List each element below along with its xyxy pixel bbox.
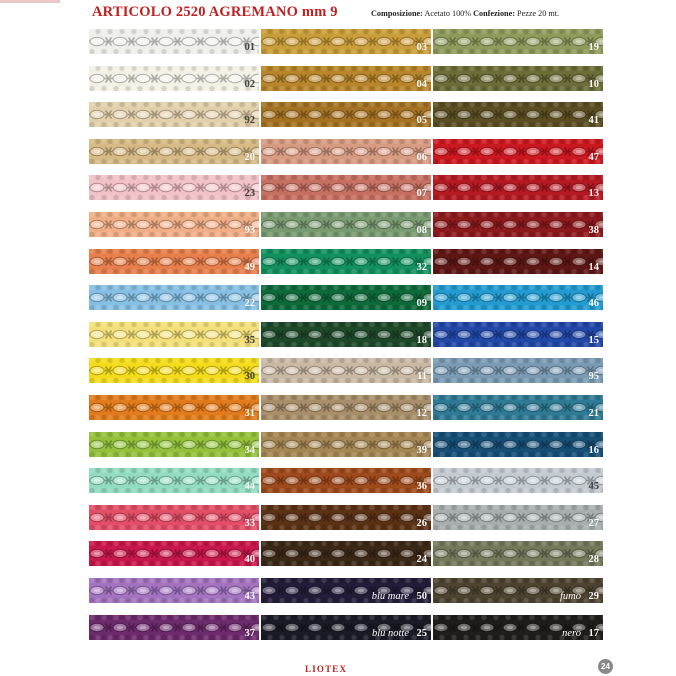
swatch-41 [433, 102, 603, 127]
swatch-code: 93 [244, 225, 255, 236]
braid-pattern [89, 102, 259, 127]
swatch-06 [261, 139, 431, 164]
braid-pattern [261, 322, 431, 347]
swatch-color-name: blu notte [371, 628, 409, 639]
braid-pattern [433, 249, 603, 274]
swatch-code: 21 [588, 408, 599, 419]
swatch-code: 11 [417, 371, 427, 382]
swatch-color-name: nero [562, 628, 581, 639]
swatch-code: 10 [588, 79, 599, 90]
swatch-code: 92 [244, 115, 255, 126]
braid-pattern [89, 249, 259, 274]
braid-pattern [89, 212, 259, 237]
swatch-color-name: fumo [560, 591, 581, 602]
swatch-code: 18 [416, 335, 427, 346]
swatch-code: 09 [416, 298, 427, 309]
swatch-37 [89, 615, 259, 640]
swatch-09 [261, 285, 431, 310]
swatch-code: 50 [416, 591, 427, 602]
braid-pattern [433, 395, 603, 420]
swatch-18 [261, 322, 431, 347]
braid-pattern [433, 322, 603, 347]
swatch-code: 28 [588, 554, 599, 565]
swatch-05 [261, 102, 431, 127]
braid-pattern [89, 468, 259, 493]
swatch-33 [89, 505, 259, 530]
braid-pattern [261, 468, 431, 493]
braid-pattern [89, 285, 259, 310]
braid-pattern [261, 541, 431, 566]
braid-pattern [89, 175, 259, 200]
page-title: ARTICOLO 2520 AGREMANO mm 9 [92, 4, 338, 20]
brand-logo: LIOTEX [305, 664, 348, 674]
swatch-code: 17 [588, 628, 599, 639]
swatch-code: 04 [416, 79, 427, 90]
braid-pattern [89, 322, 259, 347]
braid-pattern [89, 358, 259, 383]
swatch-code: 31 [244, 408, 255, 419]
braid-pattern [261, 29, 431, 54]
swatch-40 [89, 541, 259, 566]
swatch-code: 03 [416, 42, 427, 53]
swatch-03 [261, 29, 431, 54]
swatch-code: 41 [588, 115, 599, 126]
swatch-code: 95 [588, 371, 599, 382]
swatch-21 [433, 395, 603, 420]
swatch-code: 19 [588, 42, 599, 53]
swatch-code: 47 [588, 152, 599, 163]
swatch-45 [433, 468, 603, 493]
swatch-13 [433, 175, 603, 200]
braid-pattern [261, 285, 431, 310]
swatch-47 [433, 139, 603, 164]
swatch-code: 24 [416, 554, 427, 565]
swatch-19 [433, 29, 603, 54]
swatch-46 [433, 285, 603, 310]
swatch-15 [433, 322, 603, 347]
braid-pattern [433, 358, 603, 383]
braid-pattern [261, 66, 431, 91]
swatch-36 [261, 468, 431, 493]
swatch-code: 20 [244, 152, 255, 163]
swatch-code: 37 [244, 628, 255, 639]
swatch-16 [433, 432, 603, 457]
swatch-code: 06 [416, 152, 427, 163]
swatch-code: 32 [416, 262, 427, 273]
swatch-35 [89, 322, 259, 347]
swatch-31 [89, 395, 259, 420]
swatch-code: 14 [588, 262, 599, 273]
swatch-code: 16 [588, 445, 599, 456]
swatch-28 [433, 541, 603, 566]
swatch-code: 27 [588, 518, 599, 529]
braid-pattern [433, 285, 603, 310]
swatch-code: 12 [416, 408, 427, 419]
swatch-92 [89, 102, 259, 127]
swatch-43 [89, 578, 259, 603]
braid-pattern [89, 578, 259, 603]
composition-label: Composizione: [371, 9, 423, 18]
braid-pattern [261, 432, 431, 457]
swatch-code: 44 [244, 481, 255, 492]
swatch-39 [261, 432, 431, 457]
swatch-44 [89, 468, 259, 493]
braid-pattern [89, 541, 259, 566]
swatch-code: 05 [416, 115, 427, 126]
swatch-code: 08 [416, 225, 427, 236]
swatch-code: 02 [244, 79, 255, 90]
swatch-code: 45 [588, 481, 599, 492]
swatch-code: 49 [244, 262, 255, 273]
braid-pattern [89, 29, 259, 54]
braid-pattern [433, 102, 603, 127]
braid-pattern [433, 212, 603, 237]
braid-pattern [261, 212, 431, 237]
composition-value: Acetato 100% [424, 9, 472, 18]
swatch-26 [261, 505, 431, 530]
swatch-08 [261, 212, 431, 237]
swatch-07 [261, 175, 431, 200]
swatch-code: 38 [588, 225, 599, 236]
swatch-17 [433, 615, 603, 640]
swatch-code: 01 [244, 42, 255, 53]
swatch-02 [89, 66, 259, 91]
packaging-value: Pezze 20 mt. [517, 9, 560, 18]
swatch-code: 39 [416, 445, 427, 456]
braid-pattern [261, 358, 431, 383]
swatch-24 [261, 541, 431, 566]
page-number-badge: 24 [598, 659, 613, 674]
swatch-34 [89, 432, 259, 457]
braid-pattern [433, 175, 603, 200]
swatch-25 [261, 615, 431, 640]
swatch-27 [433, 505, 603, 530]
swatch-14 [433, 249, 603, 274]
braid-pattern [261, 395, 431, 420]
swatch-code: 33 [244, 518, 255, 529]
swatch-32 [261, 249, 431, 274]
braid-pattern [433, 66, 603, 91]
packaging-label: Confezione: [473, 9, 515, 18]
swatch-93 [89, 212, 259, 237]
swatch-code: 46 [588, 298, 599, 309]
swatch-30 [89, 358, 259, 383]
braid-pattern [261, 102, 431, 127]
swatch-29 [433, 578, 603, 603]
swatch-95 [433, 358, 603, 383]
swatch-12 [261, 395, 431, 420]
swatch-01 [89, 29, 259, 54]
braid-pattern [89, 432, 259, 457]
braid-pattern [89, 66, 259, 91]
swatch-11 [261, 358, 431, 383]
swatch-code: 13 [588, 188, 599, 199]
swatch-code: 43 [244, 591, 255, 602]
braid-pattern [433, 29, 603, 54]
swatch-49 [89, 249, 259, 274]
swatch-code: 35 [244, 335, 255, 346]
swatch-22 [89, 285, 259, 310]
braid-pattern [433, 505, 603, 530]
swatch-code: 07 [416, 188, 427, 199]
braid-pattern [433, 541, 603, 566]
swatch-code: 25 [416, 628, 427, 639]
swatch-50 [261, 578, 431, 603]
swatch-code: 22 [244, 298, 255, 309]
swatch-23 [89, 175, 259, 200]
swatch-20 [89, 139, 259, 164]
braid-pattern [261, 139, 431, 164]
swatch-04 [261, 66, 431, 91]
swatch-code: 30 [244, 371, 255, 382]
braid-pattern [89, 139, 259, 164]
swatch-code: 23 [244, 188, 255, 199]
swatch-code: 36 [416, 481, 427, 492]
swatch-code: 26 [416, 518, 427, 529]
braid-pattern [89, 615, 259, 640]
swatch-code: 34 [244, 445, 255, 456]
braid-pattern [261, 505, 431, 530]
braid-pattern [89, 395, 259, 420]
swatch-color-name: blu mare [371, 591, 409, 602]
swatch-code: 29 [588, 591, 599, 602]
swatch-code: 40 [244, 554, 255, 565]
braid-pattern [433, 139, 603, 164]
braid-pattern [433, 432, 603, 457]
braid-pattern [261, 175, 431, 200]
swatch-10 [433, 66, 603, 91]
braid-pattern [433, 468, 603, 493]
swatch-code: 15 [588, 335, 599, 346]
braid-pattern [261, 249, 431, 274]
braid-pattern [89, 505, 259, 530]
swatch-38 [433, 212, 603, 237]
